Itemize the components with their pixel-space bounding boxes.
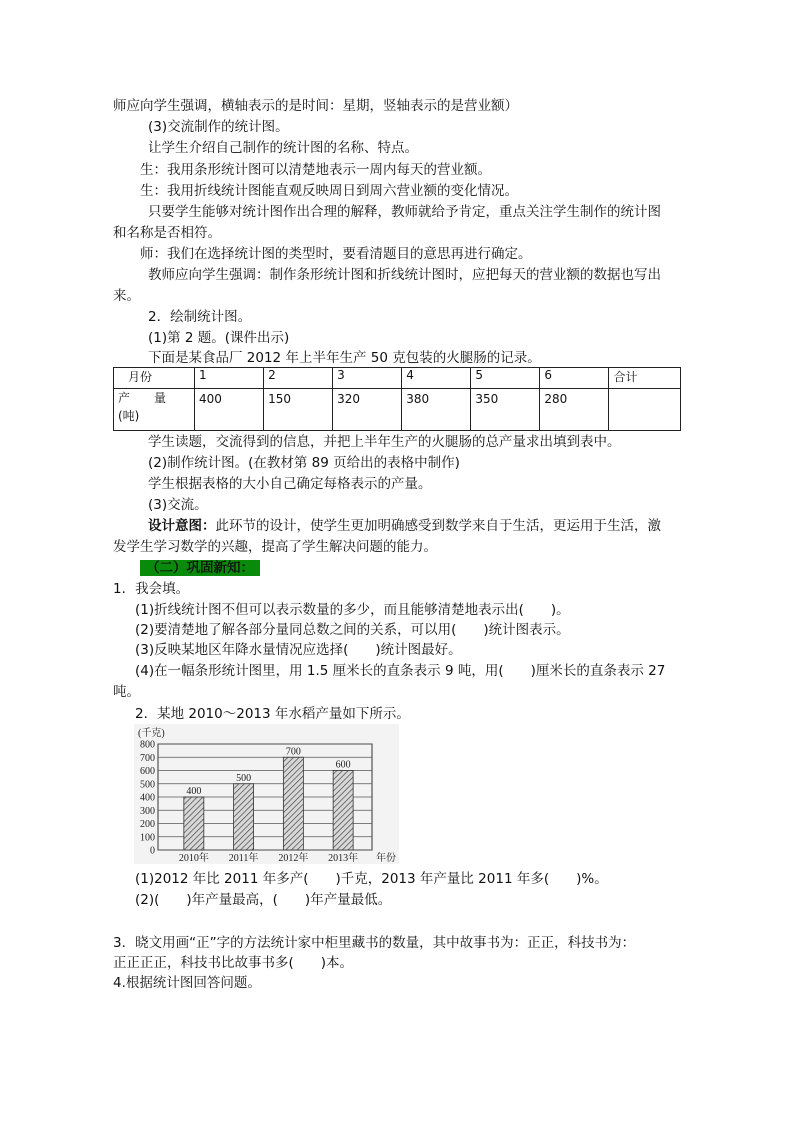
bar-value-label: 400 bbox=[186, 786, 202, 797]
table-cell: 月份 bbox=[114, 368, 195, 389]
question-item: (1)2012 年比 2011 年多产( )千克，2013 年产量比 2011 年多( )%。 bbox=[135, 871, 608, 887]
rice-yield-bar-chart bbox=[134, 724, 399, 864]
y-tick-label: 100 bbox=[140, 832, 155, 844]
design-intent-line bbox=[148, 516, 661, 536]
paragraph-line: 让学生介绍自己制作的统计图的名称、特点。 bbox=[148, 140, 418, 156]
bar bbox=[184, 797, 204, 850]
paragraph-line: 学生根据表格的大小自己确定每格表示的产量。 bbox=[148, 476, 432, 492]
y-tick-label: 300 bbox=[140, 805, 155, 817]
design-intent-label: 设计意图： bbox=[148, 518, 216, 534]
question-item: (4)在一幅条形统计图里，用 1.5 厘米长的直条表示 9 吨，用( )厘米长的直条表示 27 bbox=[135, 663, 666, 679]
exercise-heading: (2)制作统计图。(在教材第 89 页给出的表格中制作) bbox=[148, 455, 460, 471]
table-row bbox=[114, 389, 681, 431]
exercise-heading: (1)第 2 题。(课件出示) bbox=[148, 330, 290, 346]
y-tick-label: 400 bbox=[140, 792, 155, 804]
table-cell: 280 bbox=[540, 389, 609, 431]
question-item: (1)折线统计图不但可以表示数量的多少，而且能够清楚地表示出( )。 bbox=[135, 602, 570, 618]
bar bbox=[333, 771, 353, 851]
table-cell: 350 bbox=[471, 389, 540, 431]
question-item: 吨。 bbox=[113, 684, 140, 700]
table-cell: 1 bbox=[195, 368, 264, 389]
table-cell: 5 bbox=[471, 368, 540, 389]
exercise-heading: (3)交流。 bbox=[148, 497, 208, 513]
question-item: (2)要清楚地了解各部分量同总数之间的关系，可以用( )统计图表示。 bbox=[135, 622, 570, 638]
paragraph-line: 只要学生能够对统计图作出合理的解释，教师就给予肯定，重点关注学生制作的统计图 bbox=[148, 204, 661, 220]
paragraph-line: 和名称是否相符。 bbox=[113, 225, 221, 241]
table-cell: 2 bbox=[264, 368, 333, 389]
table-header-row bbox=[114, 368, 681, 389]
table-cell: 380 bbox=[402, 389, 471, 431]
y-tick-label: 0 bbox=[150, 845, 155, 857]
highlighted-heading: （二）巩固新知： bbox=[140, 560, 260, 576]
question-heading: 2．某地 2010～2013 年水稻产量如下所示。 bbox=[135, 706, 410, 722]
bar bbox=[234, 784, 254, 850]
bar-value-label: 600 bbox=[335, 759, 351, 771]
table-cell: 4 bbox=[402, 368, 471, 389]
table-cell: 合计 bbox=[609, 368, 681, 389]
bar-value-label: 700 bbox=[285, 746, 301, 758]
paragraph-line: 来。 bbox=[113, 288, 140, 304]
paragraph-line: 下面是某食品厂 2012 年上半年生产 50 克包装的火腿肠的记录。 bbox=[148, 350, 541, 366]
x-tick-label: 2013年 bbox=[328, 853, 359, 864]
y-tick-label: 700 bbox=[140, 752, 155, 764]
x-tick-label: 2012年 bbox=[278, 853, 309, 864]
bar bbox=[283, 757, 303, 850]
question-heading: 3．晓文用画“正”字的方法统计家中柜里藏书的数量，其中故事书为：正正，科技书为： bbox=[113, 935, 636, 951]
question-item: (2)( )年产量最高，( )年产量最低。 bbox=[135, 892, 392, 908]
student-answer: 生：我用条形统计图可以清楚地表示一周内每天的营业额。 bbox=[140, 162, 491, 178]
y-tick-label: 600 bbox=[140, 766, 155, 777]
y-tick-label: 800 bbox=[140, 739, 155, 751]
question-item: 正正正正，科技书比故事书多( )本。 bbox=[113, 955, 354, 971]
table-cell: 6 bbox=[540, 368, 609, 389]
paragraph-line: 教师应向学生强调：制作条形统计图和折线统计图时，应把每天的营业额的数据也写出 bbox=[148, 267, 661, 283]
section-heading-highlight bbox=[140, 558, 260, 578]
step-heading: (3)交流制作的统计图。 bbox=[148, 119, 289, 135]
table-total-cell bbox=[609, 389, 681, 431]
section-heading: 2．绘制统计图。 bbox=[148, 309, 252, 325]
production-record-table bbox=[113, 367, 681, 431]
bar-value-label: 500 bbox=[236, 772, 252, 784]
y-axis-label: (千克) bbox=[138, 728, 165, 739]
x-tick-label: 2010年 bbox=[178, 853, 209, 864]
question-heading: 1．我会填。 bbox=[113, 581, 190, 597]
paragraph-line: 发学生学习数学的兴趣，提高了学生解决问题的能力。 bbox=[113, 539, 437, 555]
table-cell: 400 bbox=[195, 389, 264, 431]
table-row-label: 产 量 (吨) bbox=[114, 389, 195, 431]
question-heading: 4.根据统计图回答问题。 bbox=[113, 975, 261, 991]
student-answer: 生：我用折线统计图能直观反映周日到周六营业额的变化情况。 bbox=[140, 183, 518, 199]
y-tick-label: 200 bbox=[140, 819, 155, 830]
paragraph-line: 学生读题，交流得到的信息，并把上半年生产的火腿肠的总产量求出填到表中。 bbox=[148, 434, 621, 450]
table-cell: 150 bbox=[264, 389, 333, 431]
table-cell: 3 bbox=[333, 368, 402, 389]
y-tick-label: 500 bbox=[140, 779, 155, 791]
design-intent-text: 此环节的设计，使学生更加明确感受到数学来自于生活，更运用于生活，激 bbox=[215, 518, 661, 534]
table-cell: 320 bbox=[333, 389, 402, 431]
paragraph-line: 师应向学生强调，横轴表示的是时间：星期，竖轴表示的是营业额） bbox=[113, 98, 518, 114]
teacher-remark: 师：我们在选择统计图的类型时，要看清题目的意思再进行确定。 bbox=[140, 246, 532, 262]
x-axis-label: 年份 bbox=[376, 853, 396, 864]
x-tick-label: 2011年 bbox=[228, 853, 259, 864]
question-item: (3)反映某地区年降水量情况应选择( )统计图最好。 bbox=[135, 642, 462, 658]
